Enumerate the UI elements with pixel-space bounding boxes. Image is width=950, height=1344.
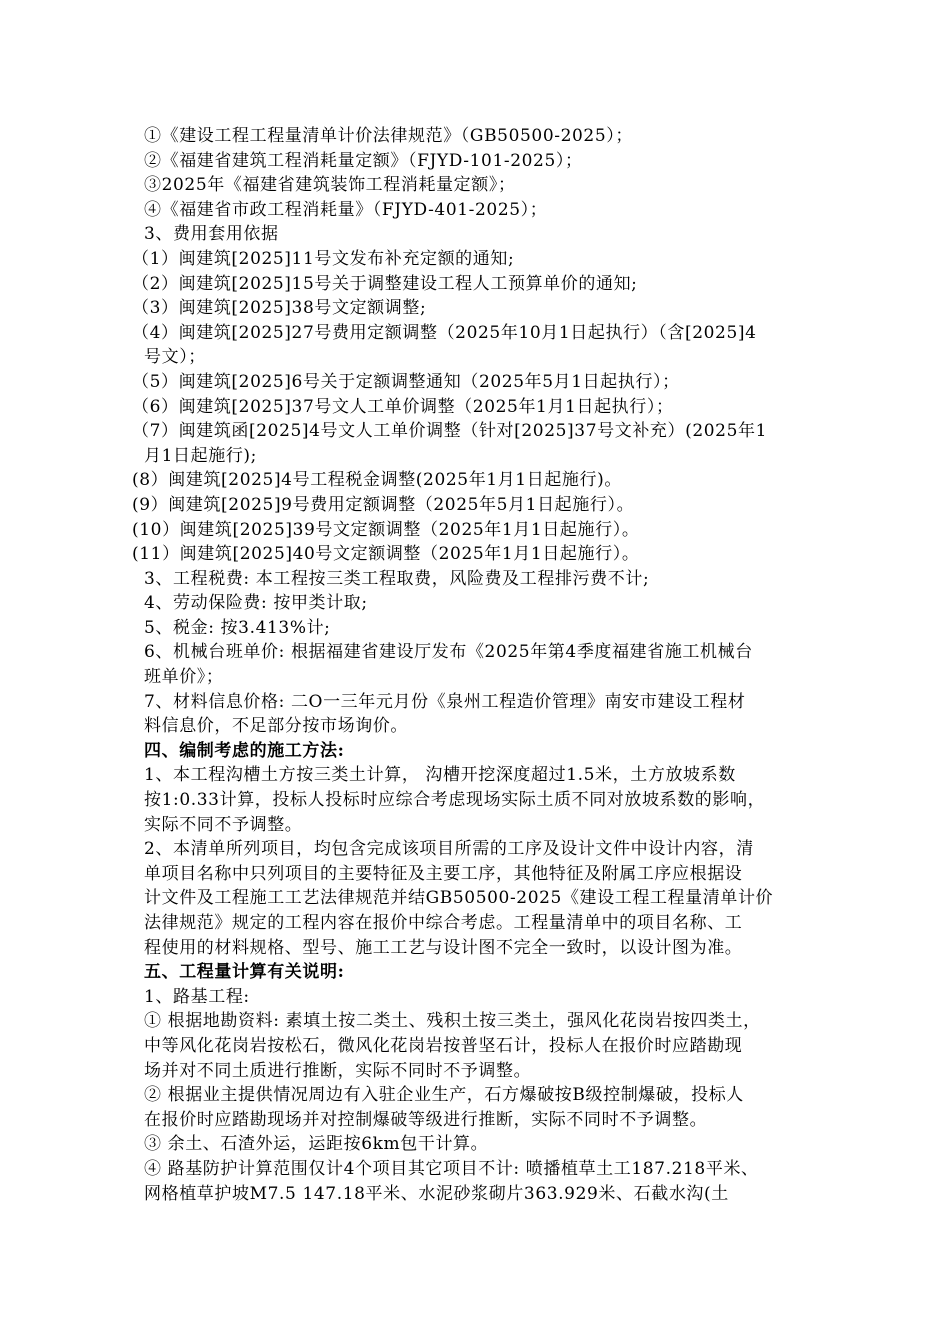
text-line: 在报价时应踏勘现场并对控制爆破等级进行推断，实际不同时不予调整。 xyxy=(144,1109,708,1130)
list-item: （2）闽建筑[2025]15号关于调整建设工程人工预算单价的通知; xyxy=(132,273,638,294)
text-line: 3、工程税费: 本工程按三类工程取费，风险费及工程排污费不计; xyxy=(144,568,650,589)
text-line: ④ 路基防护计算范围仅计4个项目其它项目不计: 喷播植草土工187.218平米、 xyxy=(144,1158,759,1179)
text-line: 6、机械台班单价: 根据福建省建设厅发布《2025年第4季度福建省施工机械台 xyxy=(144,642,753,663)
list-item: (11）闽建筑[2025]40号文定额调整（2025年1月1日起施行）。 xyxy=(132,544,640,565)
text-line: ④《福建省市政工程消耗量》（FJYD-401-2025）； xyxy=(144,199,548,220)
text-line: 7、材料信息价格: 二О一三年元月份《泉州工程造价管理》南安市建设工程材 xyxy=(144,691,746,712)
text-line: 计文件及工程施工工艺法律规范并结GB50500-2025《建设工程工程量清单计价 xyxy=(144,888,774,909)
list-item: (8）闽建筑[2025]4号工程税金调整(2025年1月1日起施行)。 xyxy=(132,470,622,491)
list-item: （4）闽建筑[2025]27号费用定额调整（2025年10月1日起执行）（含[2025]4 xyxy=(132,322,757,343)
text-line: 5、税金: 按3.413%计; xyxy=(144,617,331,638)
list-item: (9）闽建筑[2025]9号费用定额调整（2025年5月1日起施行）。 xyxy=(132,494,635,515)
text-line: 班单价》； xyxy=(144,667,224,688)
section-heading: 3、费用套用依据 xyxy=(144,224,279,245)
text-line: 2、本清单所列项目，均包含完成该项目所需的工序及设计文件中设计内容，清 xyxy=(144,839,754,860)
text-line: ① 根据地勘资料: 素填土按二类土、残积土按三类土，强风化花岗岩按四类土， xyxy=(144,1011,761,1032)
list-item: （3）闽建筑[2025]38号文定额调整; xyxy=(132,298,427,319)
text-line: 料信息价，不足部分按市场询价。 xyxy=(144,716,408,737)
text-line: ③2025年《福建省建筑装饰工程消耗量定额》； xyxy=(144,175,516,196)
text-line: ①《建设工程工程量清单计价法律规范》（GB50500-2025）； xyxy=(144,126,633,146)
text-line: ②《福建省建筑工程消耗量定额》（FJYD-101-2025）； xyxy=(144,150,583,171)
list-item: （1）闽建筑[2025]11号文发布补充定额的通知; xyxy=(132,248,515,269)
text-line: 程使用的材料规格、型号、施工工艺与设计图不完全一致时，以设计图为准。 xyxy=(144,937,743,958)
list-item: (10）闽建筑[2025]39号文定额调整（2025年1月1日起施行）。 xyxy=(132,519,640,540)
text-line: 中等风化花岗岩按松石，微风化花岗岩按普坚石计，投标人在报价时应踏勘现 xyxy=(144,1035,743,1056)
list-item-continuation: 号文）； xyxy=(144,347,206,368)
text-line: 单项目名称中只列项目的主要特征及主要工序，其他特征及附属工序应根据设 xyxy=(144,863,743,884)
section-heading: 五、工程量计算有关说明: xyxy=(144,962,345,983)
text-line: 网格植草护坡M7.5 147.18平米、水泥砂浆砌片363.929米、石截水沟(土 xyxy=(144,1183,729,1204)
text-line: 1、本工程沟槽土方按三类土计算， 沟槽开挖深度超过1.5米，土方放坡系数 xyxy=(144,765,736,786)
text-line: ② 根据业主提供情况周边有入驻企业生产，石方爆破按B级控制爆破，投标人 xyxy=(144,1085,744,1106)
list-item: （6）闽建筑[2025]37号文人工单价调整（2025年1月1日起执行）； xyxy=(132,396,674,417)
text-line: 按1:0.33计算，投标人投标时应综合考虑现场实际土质不同对放坡系数的影响， xyxy=(144,790,766,811)
text-line: 法律规范》规定的工程内容在报价中综合考虑。工程量清单中的项目名称、工 xyxy=(144,913,743,933)
text-line: 场并对不同土质进行推断，实际不同时不予调整。 xyxy=(144,1060,532,1081)
subsection-heading: 1、路基工程: xyxy=(144,986,250,1007)
text-line: 4、劳动保险费: 按甲类计取; xyxy=(144,593,368,614)
list-item: （7）闽建筑函[2025]4号文人工单价调整（针对[2025]37号文补充）(2025年1 xyxy=(132,421,768,442)
list-item: （5）闽建筑[2025]6号关于定额调整通知（2025年5月1日起执行）； xyxy=(132,371,680,392)
list-item-continuation: 月1日起施行); xyxy=(144,445,257,466)
text-line: 实际不同不予调整。 xyxy=(144,814,303,835)
section-heading: 四、编制考虑的施工方法: xyxy=(144,740,345,761)
document-page xyxy=(132,124,828,1206)
text-line: ③ 余土、石渣外运，运距按6km包干计算。 xyxy=(144,1134,489,1155)
